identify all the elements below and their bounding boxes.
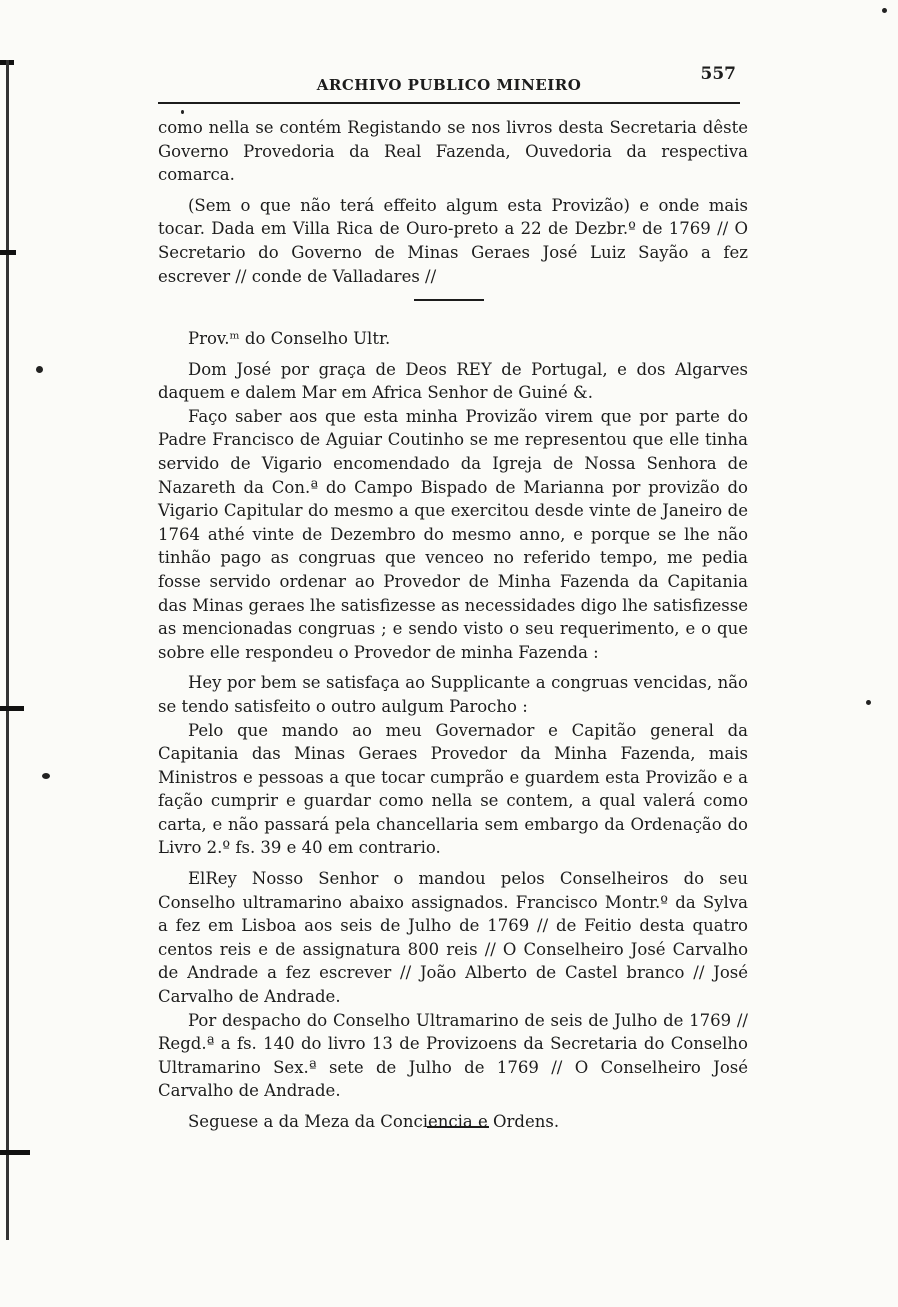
margin-line: [6, 60, 9, 1240]
paragraph-intro: Dom José por graça de Deos REY de Portugal, e dos Algarves daquem e dalem Mar em Africa Senhor de Guiné &.: [158, 359, 748, 403]
paragraph-next: Seguese a da Meza da Conciencia e Ordens.: [188, 1112, 560, 1131]
paragraph-order: Pelo que mando ao meu Governador e Capitão general da Capitania das Minas Geraes Provedor da Minha Fazenda, mais Ministros e pessoas a que tocar cumprão e guardem esta Provizão e a fação cumprir e guardar como nella se contem, a qual valerá como carta, e não passará pela chancellaria sem embargo da Ordenação do Livro 2.º fs. 39 e 40 em contrario.: [158, 720, 748, 858]
margin-mark: [0, 1150, 30, 1155]
paragraph-dating: (Sem o que não terá effeito algum esta Provizão) e onde mais tocar. Dada em Villa Rica de Ouro-preto a 22 de Dezbr.º de 1769 // O Secretario do Governo de Minas Geraes José Luiz Sayão a fez escrever // conde de Valladares //: [158, 195, 748, 286]
page-header: [158, 62, 740, 102]
margin-dot: [866, 700, 871, 705]
paragraph-signatures: ElRey Nosso Senhor o mandou pelos Conselheiros do seu Conselho ultramarino abaixo assignados. Francisco Montr.º da Sylva a fez em Lisboa aos seis de Julho de 1769 // de Feitio desta quatro centos reis e de assignatura 800 reis // O Conselheiro José Carvalho de Andrade a fez escrever // João Alberto de Castel branco // José Carvalho de Andrade.: [158, 869, 748, 1007]
margin-mark: [0, 706, 24, 711]
page-number: 557: [700, 64, 736, 84]
margin-dot: [882, 8, 887, 13]
margin-dot: [42, 773, 50, 779]
header-rule: [158, 102, 740, 104]
section-provisao-conselho: [158, 327, 748, 1134]
paragraph-decision: Hey por bem se satisfaça ao Supplicante a congruas vencidas, não se tendo satisfeito o outro aulgum Parocho :: [158, 673, 748, 716]
paragraph-registration: Por despacho do Conselho Ultramarino de seis de Julho de 1769 // Regd.ª a fs. 140 do livro 13 de Provizoens da Secretaria do Conselho Ultramarino Sex.ª sete de Julho de 1769 // O Conselheiro José Carvalho de Andrade.: [158, 1010, 748, 1101]
paragraph-petition: Faço saber aos que esta minha Provizão virem que por parte do Padre Francisco de Aguiar Coutinho se me representou que elle tinha servido de Vigario encomendado da Igreja de Nossa Senhora de Nazareth da Con.ª do Campo Bispado de Marianna por provizão do Vigario Capitular do mesmo a que exercitou desde vinte de Janeiro de 1764 athé vinte de Dezembro do mesmo anno, e porque se lhe não tinhão pago as congruas que venceo no referido tempo, me pedia fosse servido ordenar ao Provedor de Minha Fazenda da Capitania das Minas geraes lhe satisfizesse as necessidades digo lhe satisfizesse as mencionadas congruas ; e sendo visto o seu requerimento, e o que sobre elle respondeu o Provedor de minha Fazenda :: [158, 406, 748, 662]
margin-dot: [181, 110, 184, 114]
margin-mark: [0, 250, 16, 255]
section-provisao-ending: [158, 116, 748, 288]
section-heading: Prov.ᵐ do Conselho Ultr.: [188, 329, 391, 348]
closing-divider: [427, 1126, 489, 1128]
margin-dot: [36, 366, 43, 373]
paragraph-continuation: como nella se contém Registando se nos livros desta Secretaria dêste Governo Provedoria da Real Fazenda, Ouvedoria da respectiva comarca.: [158, 118, 748, 185]
running-title: ARCHIVO PUBLICO MINEIRO: [316, 76, 582, 94]
section-divider: [414, 299, 484, 301]
